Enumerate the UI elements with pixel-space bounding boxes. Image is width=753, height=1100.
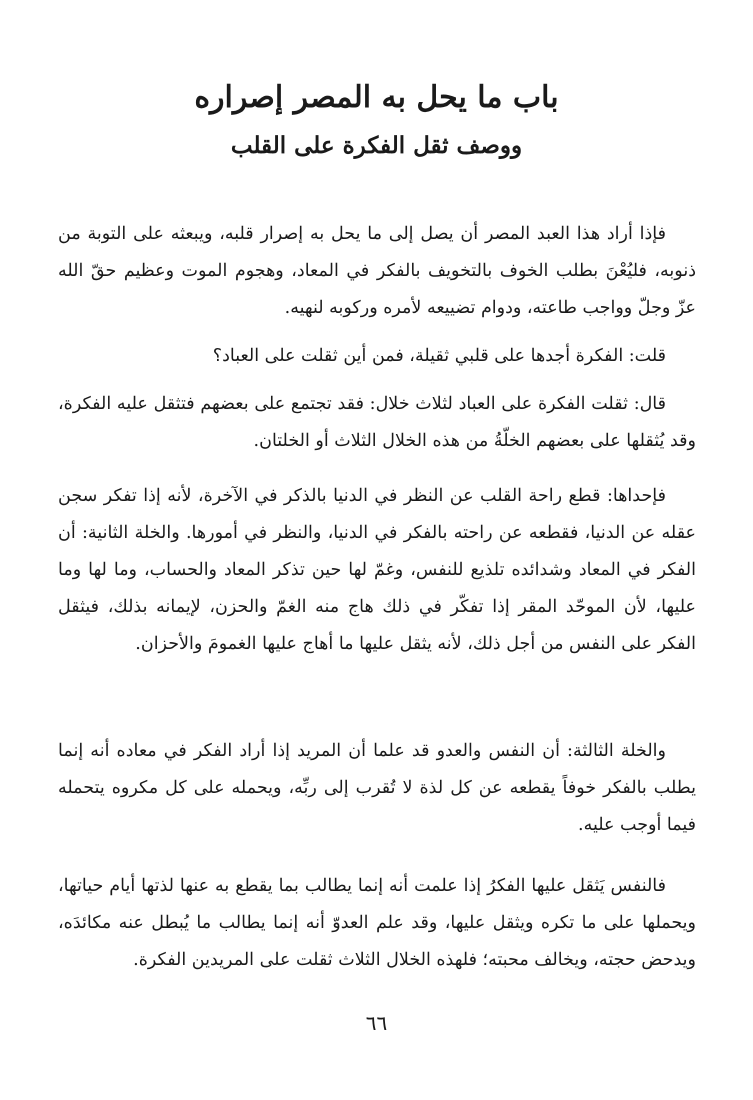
chapter-title: باب ما يحل به المصر إصراره	[194, 80, 559, 115]
paragraph-conclusion: فالنفس يَثقل عليها الفكرُ إذا علمت أنه إنما يطالب بما يقطع به عنها لذتها أيام حياتها، ويحملها على ما تكره ويثقل عليها، وقد علم العدوّ أنه إنما يطالب ما يُبطل عنه مكائدَه، ويدحض حجته، ويخالف محبته؛ فلهذه الخلال الثلاث ثقلت على المريدين الفكرة.	[58, 875, 696, 970]
paragraph-first-and-second-trait: فإحداها: قطع راحة القلب عن النظر في الدنيا بالذكر في الآخرة، لأنه إذا تفكر سجن عقله عن الدنيا، فقطعه عن راحته بالفكر في الدنيا، والنظر في أمورها. والخلة الثانية: أن الفكر في المعاد وشدائده تلذيع للنفس، وغمّ لها حين تذكر المعاد والحساب، وما لها وما عليها، لأن الموحّد المقر إذا تفكّر في ذلك هاج منه الغمّ والحزن، لإيمانه بذلك، فيثقل الفكر على النفس من أجل ذلك، لأنه يثقل عليها ما أهاج عليها الغمومَ والأحزان.	[58, 485, 696, 654]
paragraph-question: قلت: الفكرة أجدها على قلبي ثقيلة، فمن أين ثقلت على العباد؟	[212, 345, 666, 366]
chapter-subtitle: ووصف ثقل الفكرة على القلب	[230, 132, 523, 159]
paragraph-third-trait: والخلة الثالثة: أن النفس والعدو قد علما أن المريد إذا أراد الفكر في معاده أنه إنما يطلب بالفكر خوفاً يقطعه عن كل لذة لا تُقرب إلى ربِّه، ويحمله على كل مكروه يتحمله فيما أوجب عليه.	[58, 740, 696, 835]
paragraph-intro: فإذا أراد هذا العبد المصر أن يصل إلى ما يحل به إصرار قلبه، ويبعثه على التوبة من ذنوبه، فليُعْنَ بطلب الخوف بالتخويف بالفكر في المعاد، وهجوم الموت وعظيم حقّ الله عزّ وجلّ وواجب طاعته، ودوام تضييعه لأمره وركوبه لنهيه.	[58, 223, 696, 318]
paragraph-answer: قال: ثقلت الفكرة على العباد لثلاث خلال: فقد تجتمع على بعضهم فتثقل عليه الفكرة، وقد يُثقلها على بعضهم الخلّةُ من هذه الخلال الثلاث أو الخلتان.	[58, 393, 696, 451]
page-number: ٦٦	[365, 1011, 388, 1035]
